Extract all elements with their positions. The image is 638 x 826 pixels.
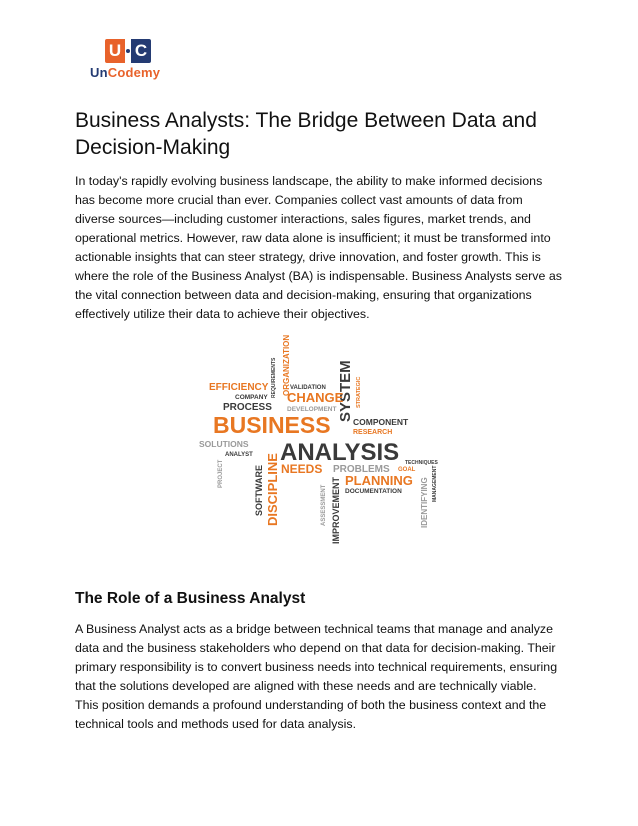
logo-wordmark — [90, 65, 164, 80]
word-techniques: TECHNIQUES — [405, 460, 438, 466]
business-analysis-word-cloud — [195, 330, 445, 546]
word-business: BUSINESS — [213, 412, 331, 438]
word-assessment: ASSESSMENT — [321, 484, 327, 526]
word-organization: ORGANIZATION — [282, 334, 291, 396]
word-change: CHANGE — [287, 390, 344, 405]
word-needs: NEEDS — [281, 462, 323, 476]
word-analysis: ANALYSIS — [280, 439, 400, 466]
word-component: COMPONENT — [353, 417, 409, 427]
word-management: MANAGEMENT — [432, 465, 438, 502]
word-project: PROJECT — [218, 459, 224, 488]
logo-mark — [92, 39, 164, 63]
intro-paragraph: In today's rapidly evolving business landscape, the ability to make informed decisions has become more crucial than ever. Companies collect vast amounts of data from diverse sources—including customer interactions, sales figures, market trends, and operational metrics. However, raw data alone is insufficient; it must be transformed into actionable insights that can steer strategy, drive innovation, and foster growth. This is where the role of the Business Analyst (BA) is indispensable. Business Analysts serve as the vital connection between data and decision-making, ensuring that organizations effectively utilize their data to achieve their objectives. — [75, 174, 562, 321]
logo-tile-u: U — [105, 39, 125, 63]
section-paragraph: A Business Analyst acts as a bridge between technical teams that manage and analyze data and the business stakeholders who depend on that data for decision-making. Their primary responsibility is to convert business needs into technical requirements, ensuring that the solutions developed are aligned with these needs and are technically viable. This position demands a profound understanding of both the business context and the technical tools and methods used for data analysis. — [75, 622, 558, 731]
word-development: DEVELOPMENT — [287, 406, 337, 413]
word-company: COMPANY — [235, 394, 268, 401]
word-process: PROCESS — [223, 402, 272, 413]
logo-wordmark-un: Un — [90, 65, 108, 80]
word-documentation: DOCUMENTATION — [345, 488, 402, 495]
word-solutions: SOLUTIONS — [199, 439, 249, 449]
word-analyst: ANALYST — [225, 452, 253, 458]
word-software: SOFTWARE — [254, 465, 264, 516]
word-planning: PLANNING — [345, 473, 413, 488]
section-heading: The Role of a Business Analyst — [75, 590, 306, 607]
word-requirements: REQUIREMENTS — [271, 357, 277, 398]
logo-wordmark-codemy: Codemy — [107, 65, 161, 80]
uncodemy-logo[interactable] — [90, 39, 164, 80]
word-problems: PROBLEMS — [333, 464, 390, 475]
word-improvement: IMPROVEMENT — [331, 476, 341, 544]
word-goal: GOAL — [398, 467, 416, 473]
logo-dot — [126, 49, 130, 53]
logo-tile-c: C — [131, 39, 151, 63]
word-system: SYSTEM — [337, 360, 354, 422]
word-validation: VALIDATION — [290, 385, 326, 391]
word-discipline: DISCIPLINE — [265, 453, 280, 526]
word-efficiency: EFFICIENCY — [209, 382, 269, 393]
word-research: RESEARCH — [353, 429, 393, 436]
word-strategic: STRATEGIC — [356, 376, 362, 408]
word-identifying: IDENTIFYING — [420, 477, 429, 528]
article-title: Business Analysts: The Bridge Between Data and Decision-Making — [75, 109, 537, 159]
